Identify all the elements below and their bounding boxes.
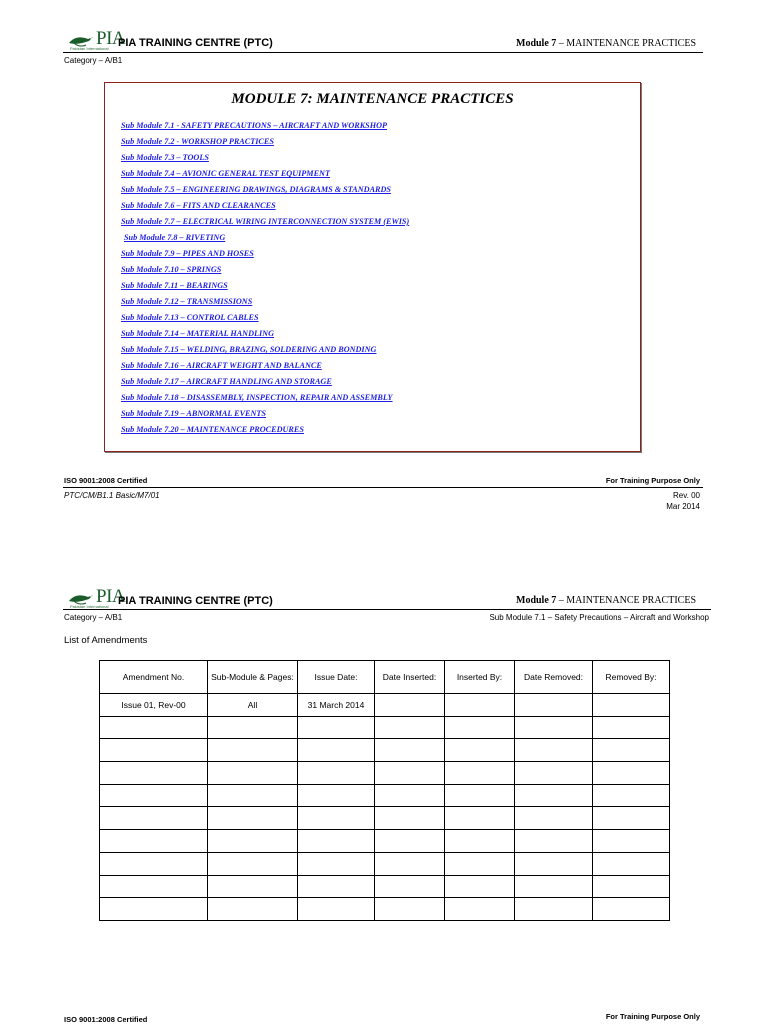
column-header: Sub-Module & Pages: <box>208 661 298 694</box>
sub-module-link[interactable]: Sub Module 7.16 – AIRCRAFT WEIGHT AND BALANCE <box>121 361 322 370</box>
table-cell <box>375 875 445 898</box>
table-row <box>100 807 670 830</box>
table-row <box>100 739 670 762</box>
table-cell <box>515 898 593 921</box>
table-cell <box>445 784 515 807</box>
logo-text: PIA <box>96 28 126 49</box>
table-cell: All <box>208 694 298 717</box>
module-suffix: – MAINTENANCE PRACTICES <box>558 595 697 606</box>
amendments-title: List of Amendments <box>64 635 148 646</box>
sub-module-header: Sub Module 7.1 – Safety Precautions – Aircraft and Workshop <box>489 613 709 622</box>
table-cell <box>100 898 208 921</box>
sub-module-link[interactable]: Sub Module 7.3 – TOOLS <box>121 153 209 162</box>
table-cell <box>298 716 375 739</box>
table-row <box>100 830 670 853</box>
table-cell <box>593 762 670 785</box>
table-cell <box>100 716 208 739</box>
table-row <box>100 694 670 717</box>
sub-module-link[interactable]: Sub Module 7.18 – DISASSEMBLY, INSPECTION, REPAIR AND ASSEMBLY <box>121 393 393 402</box>
amendments-table <box>99 660 670 921</box>
table-cell <box>515 739 593 762</box>
table-cell <box>375 762 445 785</box>
table-row <box>100 852 670 875</box>
table-header-row <box>100 661 670 694</box>
module-prefix: Module 7 <box>516 38 557 49</box>
table-cell <box>375 830 445 853</box>
document-code: PTC/CM/B1.1 Basic/M7/01 <box>64 491 160 500</box>
table-cell <box>208 807 298 830</box>
sub-module-link[interactable]: Sub Module 7.5 – ENGINEERING DRAWINGS, DIAGRAMS & STANDARDS <box>121 185 391 194</box>
module-prefix: Module 7 <box>516 595 557 606</box>
table-cell <box>593 875 670 898</box>
table-cell <box>208 830 298 853</box>
table-row <box>100 875 670 898</box>
sub-module-link[interactable]: Sub Module 7.19 – ABNORMAL EVENTS <box>121 409 266 418</box>
module-suffix: – MAINTENANCE PRACTICES <box>558 38 697 49</box>
table-cell <box>208 852 298 875</box>
table-cell <box>515 807 593 830</box>
sub-module-link[interactable]: Sub Module 7.12 – TRANSMISSIONS <box>121 297 253 306</box>
table-cell <box>208 898 298 921</box>
sub-module-link[interactable]: Sub Module 7.14 – MATERIAL HANDLING <box>121 329 275 338</box>
sub-module-link[interactable]: Sub Module 7.4 – AVIONIC GENERAL TEST EQUIPMENT <box>121 169 330 178</box>
table-row <box>100 716 670 739</box>
table-cell <box>593 784 670 807</box>
training-centre-title: PIA TRAINING CENTRE (PTC) <box>118 37 273 49</box>
module-title: MODULE 7: MAINTENANCE PRACTICES <box>231 91 514 107</box>
table-cell <box>515 875 593 898</box>
table-cell <box>298 852 375 875</box>
logo-subtext: Pakistan International <box>70 46 109 51</box>
table-cell <box>515 830 593 853</box>
sub-module-link[interactable]: Sub Module 7.9 – PIPES AND HOSES <box>121 249 254 258</box>
table-cell <box>100 739 208 762</box>
sub-module-link[interactable]: Sub Module 7.13 – CONTROL CABLES <box>121 313 259 322</box>
table-cell <box>100 762 208 785</box>
module-header <box>516 38 696 49</box>
column-header: Inserted By: <box>445 661 515 694</box>
sub-module-link[interactable]: Sub Module 7.8 – RIVETING <box>124 233 226 242</box>
table-cell <box>593 898 670 921</box>
table-cell <box>593 852 670 875</box>
table-cell <box>208 716 298 739</box>
sub-module-link[interactable]: Sub Module 7.1 - SAFETY PRECAUTIONS – AIRCRAFT AND WORKSHOP <box>121 121 388 130</box>
category-label: Category – A/B1 <box>64 56 123 65</box>
table-cell <box>593 694 670 717</box>
table-cell <box>100 807 208 830</box>
table-cell <box>375 739 445 762</box>
table-cell <box>445 694 515 717</box>
table-cell <box>100 852 208 875</box>
table-cell <box>515 716 593 739</box>
table-cell <box>593 830 670 853</box>
table-cell <box>208 762 298 785</box>
table-cell <box>445 830 515 853</box>
table-row <box>100 898 670 921</box>
column-header: Amendment No. <box>100 661 208 694</box>
table-cell <box>593 716 670 739</box>
module-contents-box <box>104 82 641 452</box>
table-cell <box>298 875 375 898</box>
revision: Rev. 00 <box>673 491 700 500</box>
logo-subtext: Pakistan International <box>70 604 109 609</box>
table-cell <box>445 875 515 898</box>
training-purpose: For Training Purpose Only <box>605 1012 700 1021</box>
table-cell <box>515 784 593 807</box>
sub-module-link[interactable]: Sub Module 7.17 – AIRCRAFT HANDLING AND STORAGE <box>121 377 332 386</box>
table-cell <box>375 898 445 921</box>
table-cell <box>445 716 515 739</box>
table-cell <box>100 784 208 807</box>
table-cell: 31 March 2014 <box>298 694 375 717</box>
table-cell <box>298 807 375 830</box>
table-row <box>100 784 670 807</box>
table-cell <box>298 898 375 921</box>
sub-module-link[interactable]: Sub Module 7.6 – FITS AND CLEARANCES <box>121 201 276 210</box>
sub-module-link[interactable]: Sub Module 7.11 – BEARINGS <box>121 281 228 290</box>
table-cell <box>515 694 593 717</box>
table-cell <box>445 739 515 762</box>
table-cell <box>208 784 298 807</box>
table-cell <box>375 716 445 739</box>
table-row <box>100 762 670 785</box>
table-cell <box>375 694 445 717</box>
revision-date: Mar 2014 <box>666 502 700 511</box>
training-centre-title: PIA TRAINING CENTRE (PTC) <box>118 595 273 607</box>
sub-module-link[interactable]: Sub Module 7.15 – WELDING, BRAZING, SOLDERING AND BONDING <box>121 345 377 354</box>
table-cell <box>298 830 375 853</box>
table-cell <box>445 807 515 830</box>
table-cell <box>593 807 670 830</box>
sub-module-link[interactable]: Sub Module 7.2 - WORKSHOP PRACTICES <box>121 137 274 146</box>
table-cell <box>445 898 515 921</box>
module-header <box>516 595 696 606</box>
table-cell <box>593 739 670 762</box>
table-cell <box>375 852 445 875</box>
header-divider <box>63 52 703 53</box>
column-header: Removed By: <box>593 661 670 694</box>
iso-certified: ISO 9001:2008 Certified <box>64 476 148 485</box>
table-cell <box>100 830 208 853</box>
training-purpose: For Training Purpose Only <box>605 476 700 485</box>
category-label: Category – A/B1 <box>64 613 123 622</box>
sub-module-link[interactable]: Sub Module 7.20 – MAINTENANCE PROCEDURES <box>121 425 304 434</box>
column-header: Issue Date: <box>298 661 375 694</box>
column-header: Date Inserted: <box>375 661 445 694</box>
table-cell <box>298 739 375 762</box>
logo-text: PIA <box>96 586 126 607</box>
table-cell <box>445 852 515 875</box>
table-cell <box>208 875 298 898</box>
sub-module-list <box>121 118 409 438</box>
table-cell <box>515 762 593 785</box>
sub-module-link[interactable]: Sub Module 7.7 – ELECTRICAL WIRING INTERCONNECTION SYSTEM (EWIS) <box>121 217 410 226</box>
iso-certified: ISO 9001:2008 Certified <box>64 1015 148 1024</box>
table-cell <box>515 852 593 875</box>
table-cell <box>208 739 298 762</box>
header-divider <box>63 609 711 610</box>
footer-divider <box>63 487 703 488</box>
table-cell <box>298 784 375 807</box>
table-cell <box>375 784 445 807</box>
table-cell <box>375 807 445 830</box>
table-cell <box>445 762 515 785</box>
column-header: Date Removed: <box>515 661 593 694</box>
sub-module-link[interactable]: Sub Module 7.10 – SPRINGS <box>121 265 222 274</box>
table-cell <box>100 875 208 898</box>
table-cell <box>298 762 375 785</box>
table-cell: Issue 01, Rev-00 <box>100 694 208 717</box>
